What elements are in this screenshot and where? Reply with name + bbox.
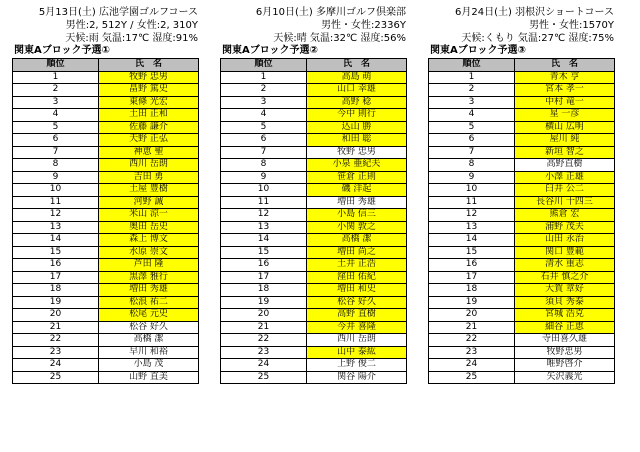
table-row [221,371,407,384]
player-name-cell: 和田 聡 [307,134,407,147]
rank-cell: 11 [221,196,307,209]
table-row [221,84,407,97]
player-name-cell: 唯野啓介 [515,359,615,372]
player-name-cell: 今中 則行 [307,109,407,122]
player-name-cell: 牧野忠男 [515,346,615,359]
player-name-cell: 臼井 公二 [515,184,615,197]
rank-cell: 19 [221,296,307,309]
rank-cell: 16 [13,259,99,272]
table-row [221,246,407,259]
player-name-cell: 中村 竜一 [515,96,615,109]
rank-cell: 24 [221,359,307,372]
player-name-cell: 土井 正浩 [307,259,407,272]
player-name-cell: 熊倉 宏 [515,209,615,222]
rank-cell: 22 [13,334,99,347]
rank-cell: 1 [13,71,99,84]
player-name-cell: 寺田喜久雄 [515,334,615,347]
table-row [221,184,407,197]
player-name-cell: 西川 岳朗 [99,159,199,172]
rank-cell: 16 [221,259,307,272]
table-row [13,234,199,247]
table-row [221,346,407,359]
player-name-cell: 窪田 佑紀 [307,271,407,284]
table-row [429,371,615,384]
column-header-rank: 順位 [13,59,99,72]
rank-cell: 8 [221,159,307,172]
player-name-cell: 早川 和裕 [99,346,199,359]
rank-cell: 23 [429,346,515,359]
table-row [13,146,199,159]
player-name-cell: 小関 敦之 [307,221,407,234]
rank-cell: 17 [221,271,307,284]
table-row [429,309,615,322]
player-name-cell: 高野直樹 [515,159,615,172]
rank-cell: 4 [429,109,515,122]
player-name-cell: 小澤 正雄 [515,171,615,184]
table-row [13,121,199,134]
player-name-cell: 土屋 豊樹 [99,184,199,197]
rank-cell: 3 [13,96,99,109]
player-name-cell: 込山 勝 [307,121,407,134]
table-row [221,134,407,147]
player-name-cell: 水原 崇文 [99,246,199,259]
rank-cell: 9 [429,171,515,184]
player-name-cell: 佐藤 謙介 [99,121,199,134]
rank-cell: 13 [221,221,307,234]
tournament-block-3 [428,6,614,384]
table-row [221,234,407,247]
player-name-cell: 高野 稔 [307,96,407,109]
rank-cell: 18 [429,284,515,297]
player-name-cell: 増田 秀雄 [307,196,407,209]
results-table [428,58,615,384]
table-row [429,109,615,122]
rank-cell: 18 [221,284,307,297]
rank-cell: 21 [13,321,99,334]
player-name-cell: 牧野 忠男 [99,71,199,84]
player-name-cell: 新垣 智之 [515,146,615,159]
table-row [13,284,199,297]
table-row [429,259,615,272]
column-header-name: 氏 名 [307,59,407,72]
column-header-rank: 順位 [429,59,515,72]
rank-cell: 11 [13,196,99,209]
player-name-cell: 松尾 元史 [99,309,199,322]
table-row [13,159,199,172]
rank-cell: 5 [13,121,99,134]
table-row [13,359,199,372]
player-name-cell: 高野 直樹 [307,309,407,322]
rank-cell: 20 [221,309,307,322]
table-row [429,359,615,372]
rank-cell: 13 [429,221,515,234]
player-name-cell: 石井 慎之介 [515,271,615,284]
rank-cell: 21 [221,321,307,334]
table-row [13,71,199,84]
table-row [429,271,615,284]
tournament-date-venue: 6月24日(土) 羽根沢ショートコース [455,7,614,18]
player-name-cell: 河野 誠 [99,196,199,209]
rank-cell: 12 [221,209,307,222]
player-name-cell: 西川 岳朗 [307,334,407,347]
course-distance: 男性・女性:2336Y [321,20,406,31]
table-row [221,309,407,322]
rank-cell: 20 [13,309,99,322]
rank-cell: 8 [13,159,99,172]
rank-cell: 19 [429,296,515,309]
rank-cell: 15 [221,246,307,259]
table-row [13,221,199,234]
player-name-cell: 大賀 章好 [515,284,615,297]
player-name-cell: 山田 永治 [515,234,615,247]
table-header-row [429,59,615,72]
rank-cell: 23 [221,346,307,359]
rank-cell: 15 [429,246,515,259]
player-name-cell: 芦田 隆 [99,259,199,272]
rank-cell: 24 [429,359,515,372]
table-row [429,209,615,222]
table-row [221,196,407,209]
player-name-cell: 清水 重志 [515,259,615,272]
player-name-cell: 天野 正弘 [99,134,199,147]
rank-cell: 4 [221,109,307,122]
player-name-cell: 山野 直美 [99,371,199,384]
player-name-cell: 松谷 好久 [99,321,199,334]
player-name-cell: 関口 豊範 [515,246,615,259]
table-row [221,284,407,297]
table-row [221,71,407,84]
player-name-cell: 黒澤 雅行 [99,271,199,284]
table-row [429,284,615,297]
rank-cell: 13 [13,221,99,234]
rank-cell: 20 [429,309,515,322]
player-name-cell: 浦野 茂夫 [515,221,615,234]
player-name-cell: 高島 萌 [307,71,407,84]
table-row [13,346,199,359]
table-row [13,321,199,334]
column-header-name: 氏 名 [99,59,199,72]
player-name-cell: 星 一彦 [515,109,615,122]
course-distance: 男性:2, 512Y / 女性:2, 310Y [65,20,198,31]
rank-cell: 25 [221,371,307,384]
rank-cell: 25 [429,371,515,384]
table-row [221,121,407,134]
table-row [221,296,407,309]
player-name-cell: 宮本 孝一 [515,84,615,97]
table-row [221,109,407,122]
rank-cell: 24 [13,359,99,372]
player-name-cell: 屋川 純 [515,134,615,147]
rank-cell: 4 [13,109,99,122]
table-row [429,221,615,234]
table-row [13,184,199,197]
table-row [221,221,407,234]
player-name-cell: 今井 喜隆 [307,321,407,334]
table-row [13,109,199,122]
rank-cell: 7 [429,146,515,159]
player-name-cell: 須貝 秀泰 [515,296,615,309]
rank-cell: 19 [13,296,99,309]
table-row [429,346,615,359]
table-row [429,334,615,347]
tournament-date-venue: 5月13日(土) 広池学園ゴルフコース [38,7,198,18]
rank-cell: 1 [221,71,307,84]
player-name-cell: 笹倉 正則 [307,171,407,184]
rank-cell: 8 [429,159,515,172]
table-row [13,209,199,222]
results-table [220,58,407,384]
rank-cell: 15 [13,246,99,259]
rank-cell: 17 [13,271,99,284]
table-row [221,171,407,184]
table-row [429,146,615,159]
rank-cell: 16 [429,259,515,272]
table-row [221,209,407,222]
rank-cell: 2 [221,84,307,97]
player-name-cell: 矢沢義光 [515,371,615,384]
table-header-row [13,59,199,72]
table-row [221,96,407,109]
player-name-cell: 土田 正和 [99,109,199,122]
rank-cell: 6 [429,134,515,147]
table-row [13,134,199,147]
player-name-cell: 東條 光宏 [99,96,199,109]
rank-cell: 1 [429,71,515,84]
column-header-name: 氏 名 [515,59,615,72]
table-row [13,271,199,284]
table-row [13,371,199,384]
player-name-cell: 青木 亨 [515,71,615,84]
table-row [221,321,407,334]
results-table [12,58,199,384]
player-name-cell: 神恵 聖 [99,146,199,159]
player-name-cell: 高橋 潔 [99,334,199,347]
table-row [429,159,615,172]
rank-cell: 9 [13,171,99,184]
player-name-cell: 吉田 勇 [99,171,199,184]
table-row [13,259,199,272]
rank-cell: 18 [13,284,99,297]
block-subtitle: 関東Aブロック予選② [222,45,319,56]
block-subtitle: 関東Aブロック予選① [14,45,111,56]
player-name-cell: 横山 広明 [515,121,615,134]
block-subtitle: 関東Aブロック予選③ [430,45,527,56]
column-header-rank: 順位 [221,59,307,72]
player-name-cell: 関谷 陽介 [307,371,407,384]
rank-cell: 2 [429,84,515,97]
rank-cell: 12 [13,209,99,222]
player-name-cell: 小島 茂 [99,359,199,372]
rank-cell: 10 [221,184,307,197]
player-name-cell: 森上 博文 [99,234,199,247]
player-name-cell: 磯 洋起 [307,184,407,197]
table-row [429,171,615,184]
rank-cell: 14 [429,234,515,247]
table-row [13,334,199,347]
player-name-cell: 畠野 篤史 [99,84,199,97]
table-row [429,121,615,134]
player-name-cell: 牧野 忠男 [307,146,407,159]
table-row [221,146,407,159]
table-row [13,309,199,322]
table-row [429,184,615,197]
rank-cell: 22 [429,334,515,347]
table-row [13,246,199,259]
rank-cell: 10 [13,184,99,197]
tournament-block-1 [12,6,198,384]
rank-cell: 5 [429,121,515,134]
table-row [221,334,407,347]
table-row [429,234,615,247]
player-name-cell: 山中 泰紘 [307,346,407,359]
weather-conditions: 天候:雨 気温:17℃ 湿度:91% [65,33,198,44]
rank-cell: 10 [429,184,515,197]
table-row [429,321,615,334]
table-row [429,296,615,309]
table-row [221,259,407,272]
tournament-block-2 [220,6,406,384]
player-name-cell: 増田 尚之 [307,246,407,259]
rank-cell: 17 [429,271,515,284]
player-name-cell: 米山 涼一 [99,209,199,222]
table-header-row [221,59,407,72]
player-name-cell: 長谷川 十四三 [515,196,615,209]
rank-cell: 7 [221,146,307,159]
table-row [221,271,407,284]
rank-cell: 3 [221,96,307,109]
rank-cell: 2 [13,84,99,97]
rank-cell: 9 [221,171,307,184]
tournament-date-venue: 6月10日(土) 多摩川ゴルフ倶楽部 [255,7,406,18]
weather-conditions: 天候:くもり 気温:27℃ 湿度:75% [461,33,614,44]
table-row [429,84,615,97]
rank-cell: 11 [429,196,515,209]
table-row [221,359,407,372]
rank-cell: 6 [221,134,307,147]
rank-cell: 14 [13,234,99,247]
rank-cell: 6 [13,134,99,147]
player-name-cell: 小泉 亜紀夫 [307,159,407,172]
player-name-cell: 高橋 潔 [307,234,407,247]
player-name-cell: 上野 俊二 [307,359,407,372]
player-name-cell: 小島 信三 [307,209,407,222]
player-name-cell: 松谷 好久 [307,296,407,309]
course-distance: 男性・女性:1570Y [529,20,614,31]
rank-cell: 5 [221,121,307,134]
player-name-cell: 増田 和史 [307,284,407,297]
player-name-cell: 奥田 岳史 [99,221,199,234]
player-name-cell: 山口 幸雄 [307,84,407,97]
rank-cell: 3 [429,96,515,109]
table-row [429,71,615,84]
weather-conditions: 天候:晴 気温:32℃ 湿度:56% [273,33,406,44]
table-row [429,196,615,209]
table-row [429,246,615,259]
rank-cell: 23 [13,346,99,359]
player-name-cell: 松浪 祐二 [99,296,199,309]
table-row [13,84,199,97]
rank-cell: 25 [13,371,99,384]
table-row [13,96,199,109]
table-row [429,96,615,109]
player-name-cell: 増田 秀雄 [99,284,199,297]
player-name-cell: 細谷 正恵 [515,321,615,334]
table-row [429,134,615,147]
table-row [221,159,407,172]
table-row [13,196,199,209]
rank-cell: 7 [13,146,99,159]
rank-cell: 12 [429,209,515,222]
rank-cell: 22 [221,334,307,347]
rank-cell: 14 [221,234,307,247]
table-row [13,171,199,184]
table-row [13,296,199,309]
rank-cell: 21 [429,321,515,334]
player-name-cell: 宮城 浩克 [515,309,615,322]
